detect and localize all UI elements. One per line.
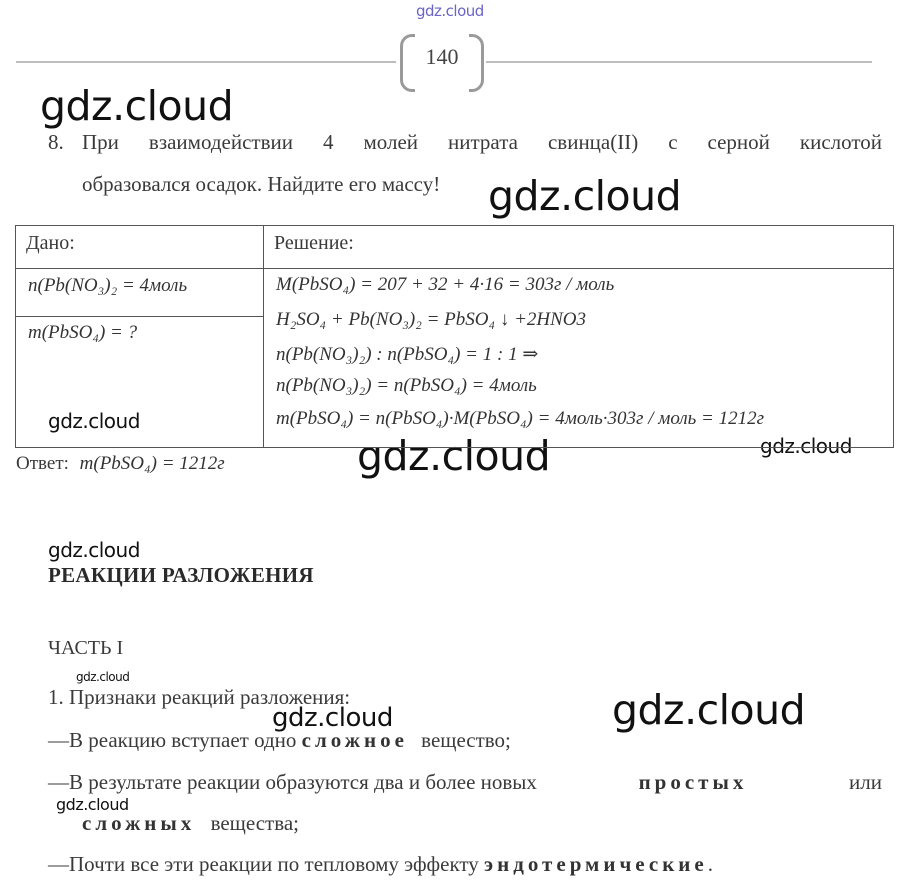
header-rule-left bbox=[16, 61, 396, 63]
bullet-2-emphasis-1: простых bbox=[638, 770, 748, 794]
section-title: РЕАКЦИИ РАЗЛОЖЕНИЯ bbox=[48, 563, 314, 587]
solution-step-2: H₂SO₄ + Pb(NO₃)₂ = PbSO₄ ↓ +2HNO3 bbox=[276, 309, 587, 330]
answer-line bbox=[16, 453, 225, 475]
part-heading: ЧАСТЬ I bbox=[48, 637, 124, 659]
answer-value: m(PbSO₄) = 1212г bbox=[79, 453, 225, 474]
given-unknown: m(PbSO₄) = ? bbox=[28, 322, 138, 343]
bullet-2-emphasis-2: сложных bbox=[82, 811, 196, 835]
bullet-3-text: —Почти все эти реакции по тепловому эффекту bbox=[48, 852, 479, 876]
page-number-box bbox=[400, 34, 484, 88]
bullet-1 bbox=[48, 728, 511, 753]
watermark: gdz.cloud bbox=[760, 434, 852, 458]
watermark: gdz.cloud bbox=[56, 795, 129, 814]
watermark: gdz.cloud bbox=[48, 409, 140, 433]
bullet-3-emphasis: эндотермические bbox=[484, 852, 708, 876]
watermark: gdz.cloud bbox=[40, 82, 234, 130]
watermark: gdz.cloud bbox=[76, 670, 130, 684]
problem-line-1: При взаимодействии 4 молей нитрата свинца(II) с серной кислотой bbox=[82, 130, 882, 154]
bullet-2-or: или bbox=[849, 770, 882, 794]
bullet-2-tail: вещества; bbox=[210, 811, 299, 835]
watermark-top: gdz.cloud bbox=[416, 2, 484, 20]
bullet-2-text: —В результате реакции образуются два и более новых bbox=[48, 770, 537, 794]
solution-table bbox=[15, 225, 894, 448]
problem-number: 8. bbox=[48, 130, 64, 154]
bullet-3 bbox=[48, 852, 713, 877]
solution-step-1: M(PbSO₄) = 207 + 32 + 4·16 = 303г / моль bbox=[276, 274, 615, 295]
bullet-2-line-2 bbox=[82, 811, 299, 836]
table-divider-given bbox=[16, 316, 263, 317]
header-rule-right bbox=[486, 61, 872, 63]
watermark: gdz.cloud bbox=[48, 538, 140, 562]
watermark: gdz.cloud bbox=[357, 432, 551, 480]
table-divider-vertical bbox=[263, 226, 264, 447]
watermark: gdz.cloud bbox=[488, 172, 682, 220]
solution-step-5: m(PbSO₄) = n(PbSO₄)·M(PbSO₄) = 4моль·303г / моль = 1212г bbox=[276, 408, 765, 429]
table-divider-header bbox=[16, 268, 893, 269]
watermark: gdz.cloud bbox=[612, 686, 806, 734]
problem-line-2: образовался осадок. Найдите его массу! bbox=[82, 172, 441, 196]
bullet-3-tail: . bbox=[707, 852, 713, 876]
given-amount: n(Pb(NO₃)₂ = 4моль bbox=[28, 275, 188, 296]
solution-header: Решение: bbox=[274, 232, 354, 254]
given-header: Дано: bbox=[26, 232, 75, 254]
bullet-1-emphasis: сложное bbox=[301, 728, 408, 752]
watermark: gdz.cloud bbox=[272, 703, 393, 733]
bullet-1-tail: вещество; bbox=[421, 728, 511, 752]
answer-label: Ответ: bbox=[16, 453, 69, 474]
page-number: 140 bbox=[425, 44, 459, 69]
bullet-2-line-1 bbox=[48, 770, 882, 795]
solution-step-3: n(Pb(NO₃)₂) : n(PbSO₄) = 1 : 1 ⇒ bbox=[276, 344, 539, 365]
item-1: 1. Признаки реакций разложения: bbox=[48, 685, 351, 709]
bullet-1-text: —В реакцию вступает одно bbox=[48, 728, 297, 752]
solution-step-4: n(Pb(NO₃)₂) = n(PbSO₄) = 4моль bbox=[276, 375, 537, 396]
